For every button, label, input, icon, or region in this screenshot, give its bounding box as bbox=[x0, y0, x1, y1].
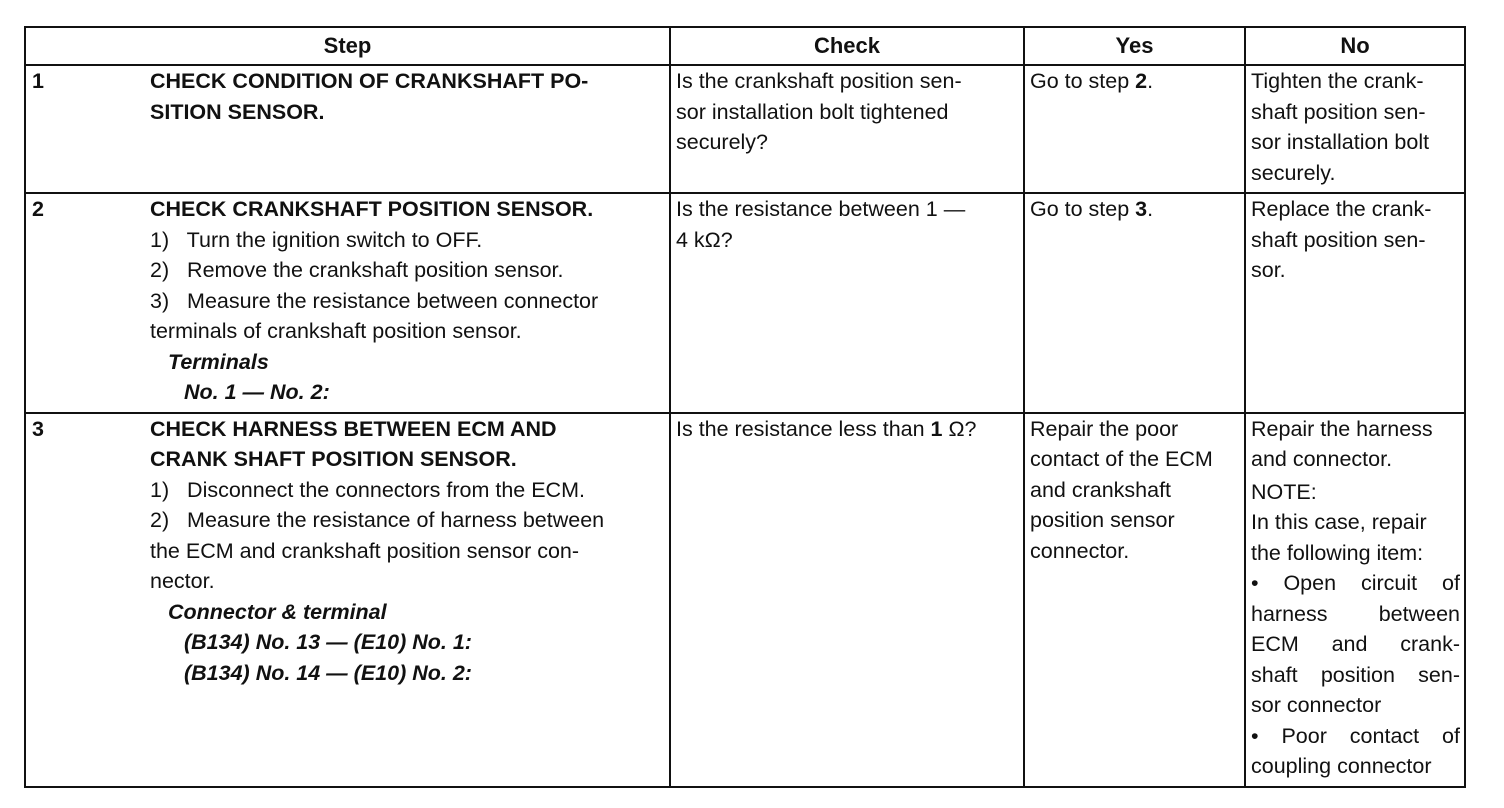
table-row bbox=[25, 193, 1465, 413]
step-instruction: 1) Turn the ignition switch to OFF. bbox=[150, 227, 483, 252]
yes-line: and crankshaft bbox=[1030, 477, 1172, 502]
no-line: ECM and crank- bbox=[1251, 632, 1460, 656]
yes-cell bbox=[1024, 65, 1245, 193]
yes-line: connector. bbox=[1030, 538, 1130, 563]
table-row bbox=[25, 413, 1465, 787]
step-instruction: nector. bbox=[150, 569, 215, 593]
yes-step-number: 2 bbox=[1135, 69, 1148, 93]
table-row bbox=[25, 65, 1465, 193]
check-cell bbox=[670, 413, 1024, 787]
step-instruction: terminals of crankshaft position sensor. bbox=[150, 319, 522, 343]
header-yes: Yes bbox=[1024, 27, 1245, 65]
step-cell bbox=[25, 413, 670, 787]
header-row bbox=[25, 27, 1465, 65]
no-cell bbox=[1245, 65, 1465, 193]
terminals-value: No. 1 — No. 2: bbox=[184, 380, 330, 404]
check-line: sor installation bolt tightened bbox=[676, 99, 949, 124]
yes-text-end: . bbox=[1147, 69, 1154, 93]
no-line: and connector. bbox=[1251, 447, 1393, 471]
no-line: Replace the crank- bbox=[1251, 197, 1432, 221]
yes-cell bbox=[1024, 413, 1245, 787]
no-line: shaft position sen- bbox=[1251, 99, 1426, 124]
step-instruction: 3) Measure the resistance between connector bbox=[150, 288, 599, 313]
check-text-end: Ω? bbox=[942, 416, 977, 441]
step-title-line: CHECK HARNESS BETWEEN ECM AND bbox=[150, 416, 557, 441]
yes-cell bbox=[1024, 193, 1245, 413]
step-title-line: CHECK CONDITION OF CRANKSHAFT PO- bbox=[150, 69, 589, 93]
check-cell bbox=[670, 65, 1024, 193]
step-instruction: 2) Remove the crankshaft position sensor. bbox=[150, 258, 564, 282]
step-cell bbox=[25, 193, 670, 413]
connector-terminal-label: Connector & terminal bbox=[168, 599, 387, 624]
no-line: • Poor contact of bbox=[1251, 723, 1460, 748]
no-line: harness between bbox=[1251, 601, 1460, 626]
diagnostic-table bbox=[24, 26, 1466, 788]
yes-line: contact of the ECM bbox=[1030, 447, 1213, 471]
no-line: securely. bbox=[1251, 160, 1336, 185]
step-instruction: 1) Disconnect the connectors from the ECM. bbox=[150, 477, 585, 502]
diagnostic-procedure bbox=[24, 26, 1464, 788]
no-line: the following item: bbox=[1251, 540, 1424, 565]
note-label: NOTE: bbox=[1251, 479, 1317, 504]
no-line: coupling connector bbox=[1251, 754, 1432, 778]
header-check: Check bbox=[670, 27, 1024, 65]
step-instruction: 2) Measure the resistance of harness between bbox=[150, 508, 605, 532]
no-cell bbox=[1245, 193, 1465, 413]
no-line: sor. bbox=[1251, 258, 1286, 282]
check-line: 4 kΩ? bbox=[676, 227, 733, 252]
check-text: Is the resistance less than bbox=[676, 416, 931, 441]
no-line: shaft position sen- bbox=[1251, 662, 1460, 687]
no-line: In this case, repair bbox=[1251, 510, 1427, 534]
check-line: Is the crankshaft position sen- bbox=[676, 69, 962, 93]
terminals-label: Terminals bbox=[168, 349, 269, 374]
yes-text: Go to step bbox=[1030, 69, 1136, 93]
no-line: Tighten the crank- bbox=[1251, 69, 1424, 93]
no-line: sor connector bbox=[1251, 693, 1382, 717]
check-line: securely? bbox=[676, 130, 769, 154]
check-cell bbox=[670, 193, 1024, 413]
check-line: Is the resistance between 1 — bbox=[676, 197, 966, 221]
no-line: Repair the harness bbox=[1251, 416, 1433, 441]
no-line: sor installation bolt bbox=[1251, 130, 1430, 154]
step-number: 1 bbox=[32, 69, 44, 93]
check-value: 1 bbox=[930, 416, 943, 441]
step-cell bbox=[25, 65, 670, 193]
yes-text: Go to step bbox=[1030, 197, 1136, 221]
step-number: 3 bbox=[32, 416, 44, 441]
step-instruction: the ECM and crankshaft position sensor con- bbox=[150, 538, 580, 563]
no-line: • Open circuit of bbox=[1251, 571, 1460, 595]
header-no: No bbox=[1245, 27, 1465, 65]
no-line: shaft position sen- bbox=[1251, 227, 1426, 252]
step-number: 2 bbox=[32, 197, 44, 221]
step-title-line: CRANK SHAFT POSITION SENSOR. bbox=[150, 447, 517, 471]
no-cell bbox=[1245, 413, 1465, 787]
step-title-line: SITION SENSOR. bbox=[150, 99, 325, 124]
connector-terminal-value: (B134) No. 13 — (E10) No. 1: bbox=[184, 630, 472, 654]
yes-text-end: . bbox=[1147, 197, 1154, 221]
connector-terminal-value: (B134) No. 14 — (E10) No. 2: bbox=[184, 660, 472, 685]
yes-line: position sensor bbox=[1030, 508, 1175, 532]
step-title-line: CHECK CRANKSHAFT POSITION SENSOR. bbox=[150, 197, 594, 221]
header-step: Step bbox=[25, 27, 670, 65]
yes-line: Repair the poor bbox=[1030, 416, 1179, 441]
yes-step-number: 3 bbox=[1135, 197, 1148, 221]
